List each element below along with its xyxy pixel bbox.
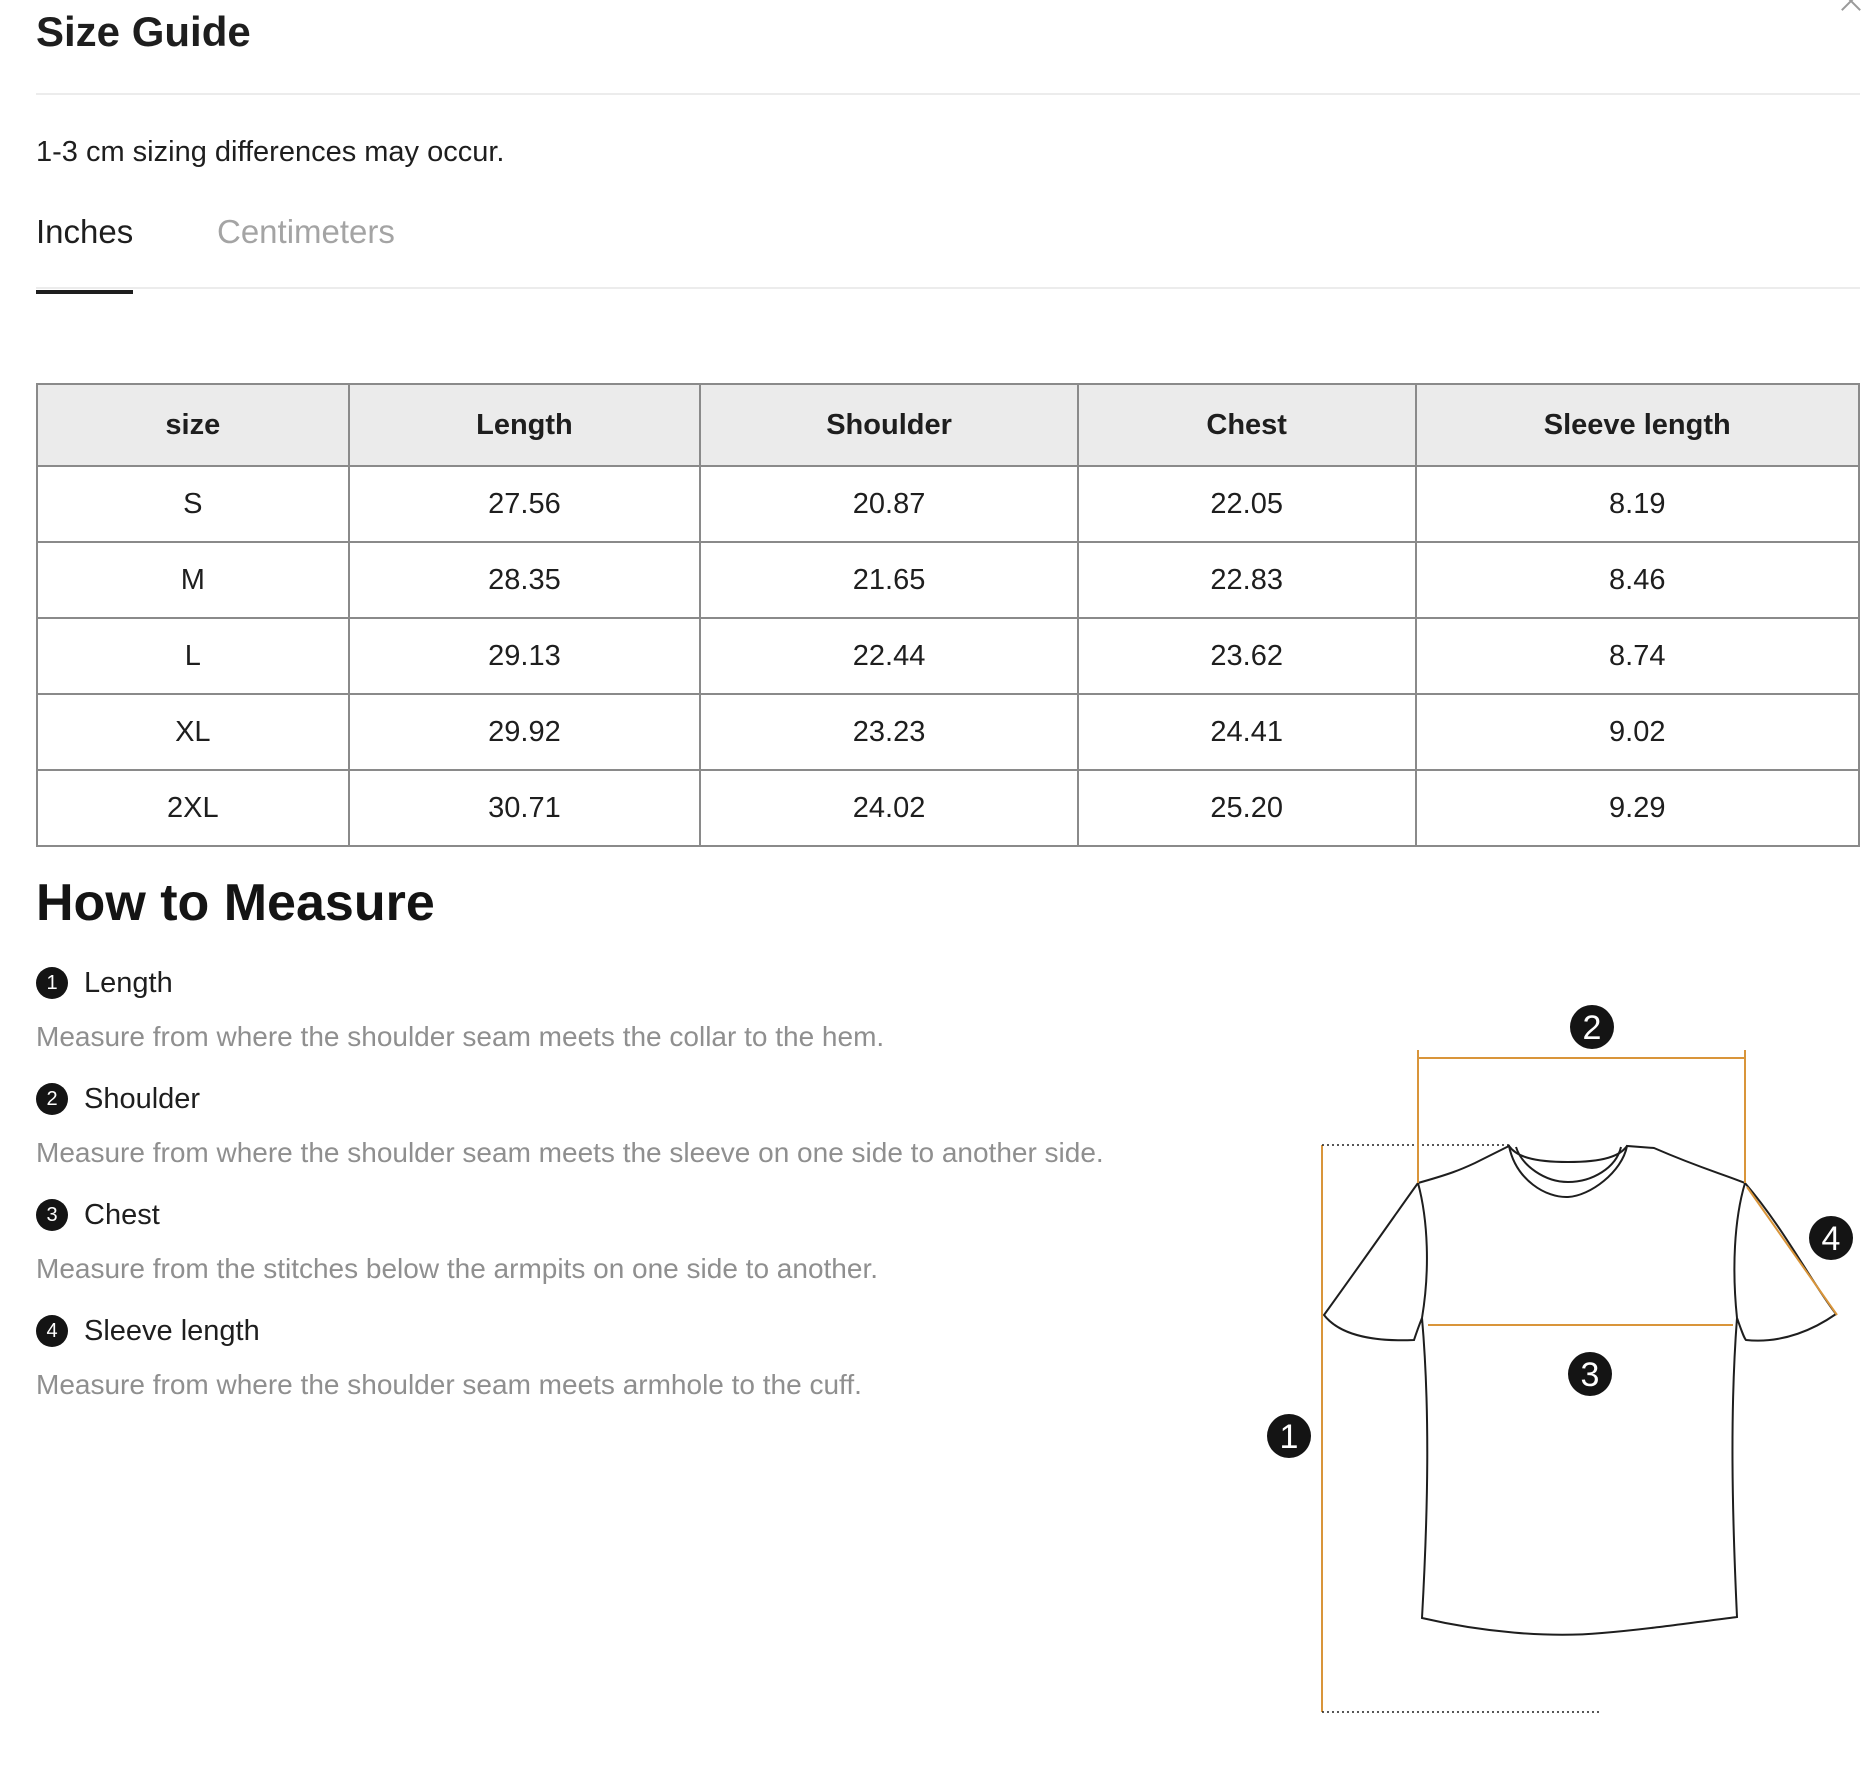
marker-3-label: 3 xyxy=(1580,1356,1600,1394)
measure-name: Shoulder xyxy=(84,1082,201,1115)
table-row xyxy=(37,618,1859,694)
tab-centimeters[interactable]: Centimeters xyxy=(217,213,395,250)
measure-description: Measure from where the shoulder seam meets armhole to the cuff. xyxy=(36,1369,862,1400)
table-row xyxy=(37,466,1859,542)
number-badge: 1 xyxy=(36,967,68,999)
how-to-measure-title: How to Measure xyxy=(36,874,435,932)
table-cell: 8.74 xyxy=(1416,618,1860,694)
marker-4-label: 4 xyxy=(1821,1220,1841,1258)
close-icon[interactable] xyxy=(1836,0,1866,16)
table-row xyxy=(37,770,1859,846)
column-header-length: Length xyxy=(349,384,701,466)
marker-2-label: 2 xyxy=(1582,1009,1602,1047)
column-header-shoulder: Shoulder xyxy=(700,384,1078,466)
number-badge: 2 xyxy=(36,1083,68,1115)
table-cell: 30.71 xyxy=(349,770,701,846)
table-cell: 27.56 xyxy=(349,466,701,542)
table-cell: XL xyxy=(37,694,349,770)
measure-description: Measure from where the shoulder seam meets the sleeve on one side to another side. xyxy=(36,1137,1104,1168)
table-cell: 29.13 xyxy=(349,618,701,694)
table-cell: 8.19 xyxy=(1416,466,1860,542)
table-row xyxy=(37,542,1859,618)
sizing-note: 1-3 cm sizing differences may occur. xyxy=(36,136,505,168)
unit-tabs xyxy=(36,205,1860,289)
size-table xyxy=(36,383,1860,847)
table-cell: 2XL xyxy=(37,770,349,846)
table-cell: 24.41 xyxy=(1078,694,1416,770)
table-cell: 22.05 xyxy=(1078,466,1416,542)
measure-item-shoulder xyxy=(36,1079,1104,1168)
collar-edge xyxy=(1509,1146,1627,1162)
table-cell: 24.02 xyxy=(700,770,1078,846)
number-badge: 3 xyxy=(36,1199,68,1231)
measure-description: Measure from the stitches below the armpits on one side to another. xyxy=(36,1253,879,1284)
measure-item-length xyxy=(36,963,885,1052)
measure-description: Measure from where the shoulder seam meets the collar to the hem. xyxy=(36,1021,885,1052)
table-cell: 22.83 xyxy=(1078,542,1416,618)
modal-header xyxy=(36,0,1860,95)
table-cell: 21.65 xyxy=(700,542,1078,618)
tab-inches[interactable]: Inches xyxy=(36,213,133,294)
table-cell: 23.62 xyxy=(1078,618,1416,694)
table-header-row xyxy=(37,384,1859,466)
table-cell: M xyxy=(37,542,349,618)
table-cell: 9.02 xyxy=(1416,694,1860,770)
table-cell: 8.46 xyxy=(1416,542,1860,618)
collar-seam xyxy=(1516,1147,1621,1182)
column-header-sleeve-length: Sleeve length xyxy=(1416,384,1860,466)
measure-name: Length xyxy=(84,966,173,999)
table-cell: 22.44 xyxy=(700,618,1078,694)
table-cell: 23.23 xyxy=(700,694,1078,770)
measure-item-sleeve-length xyxy=(36,1311,862,1400)
table-row xyxy=(37,694,1859,770)
measure-name: Chest xyxy=(84,1198,160,1231)
number-badge: 4 xyxy=(36,1315,68,1347)
table-cell: S xyxy=(37,466,349,542)
measure-name: Sleeve length xyxy=(84,1314,260,1347)
column-header-size: size xyxy=(37,384,349,466)
modal-title: Size Guide xyxy=(36,8,251,55)
table-cell: 29.92 xyxy=(349,694,701,770)
measure-item-chest xyxy=(36,1195,879,1284)
table-cell: 28.35 xyxy=(349,542,701,618)
marker-1-label: 1 xyxy=(1279,1418,1299,1456)
table-cell: 20.87 xyxy=(700,466,1078,542)
tshirt-measurement-diagram xyxy=(1250,990,1870,1730)
table-cell: 9.29 xyxy=(1416,770,1860,846)
table-cell: L xyxy=(37,618,349,694)
column-header-chest: Chest xyxy=(1078,384,1416,466)
table-cell: 25.20 xyxy=(1078,770,1416,846)
